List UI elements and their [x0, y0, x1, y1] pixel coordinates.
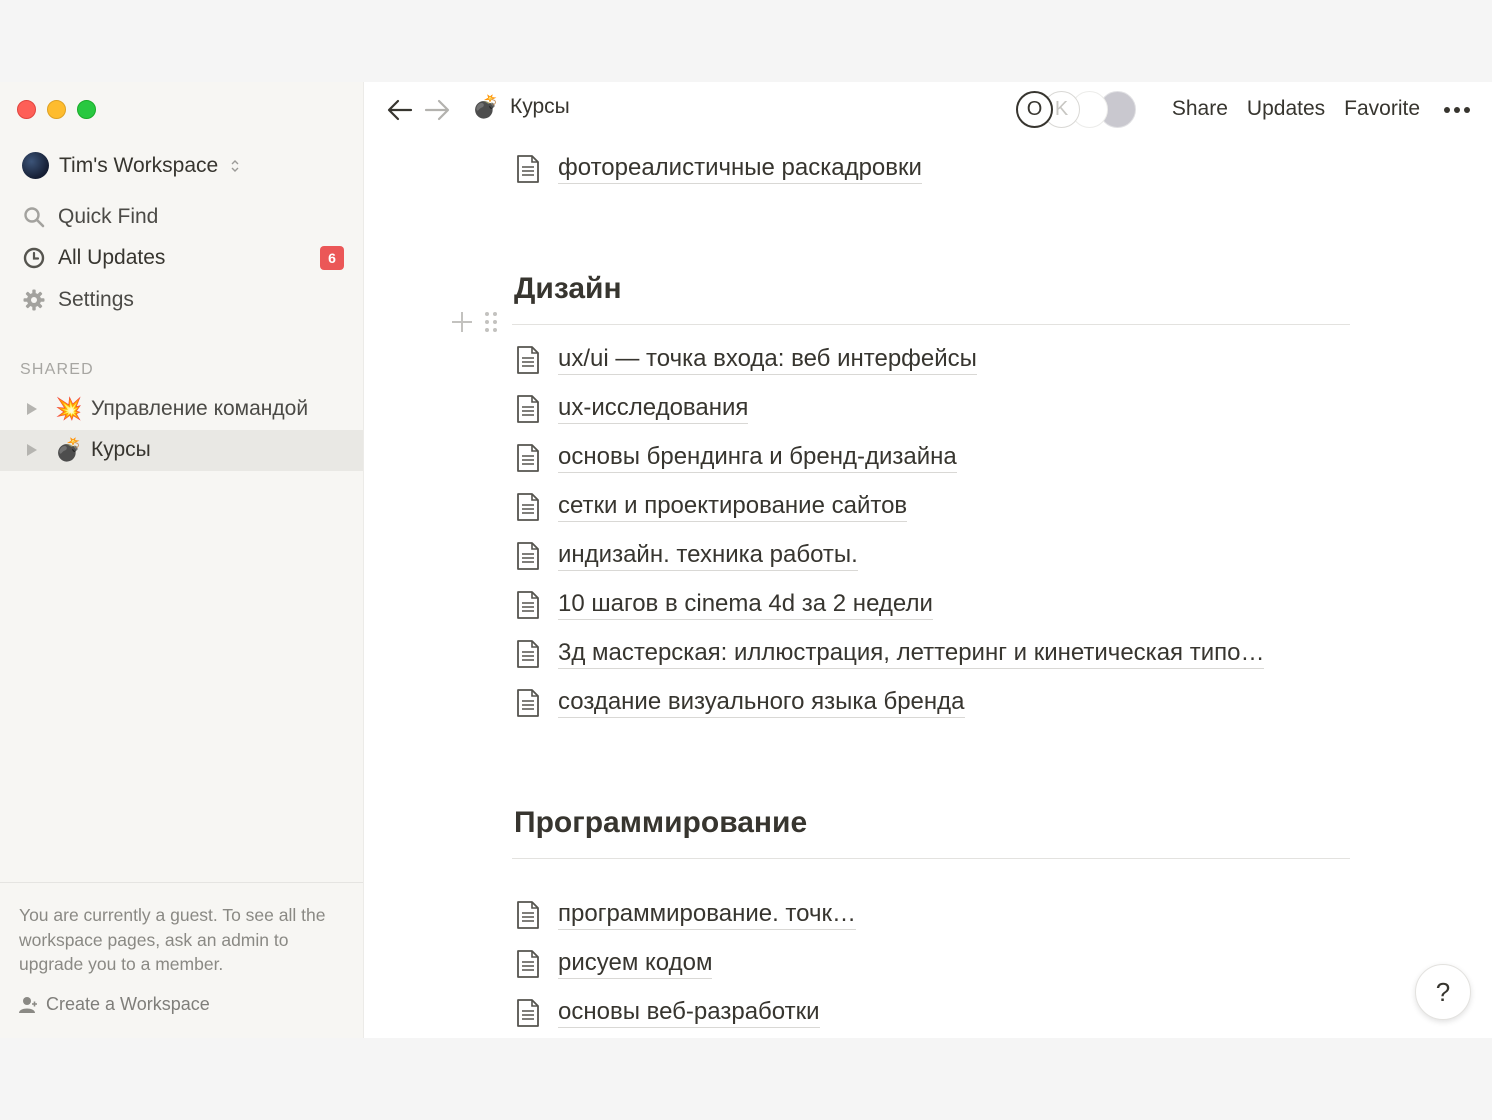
- page-link[interactable]: основы брендинга и бренд-дизайна: [558, 442, 957, 473]
- page-link[interactable]: создание визуального языка бренда: [558, 687, 965, 718]
- page-emoji-icon: 💣: [472, 94, 500, 119]
- block-handle[interactable]: [450, 310, 498, 334]
- page-icon: [516, 999, 540, 1027]
- page-link-row[interactable]: [516, 687, 965, 718]
- breadcrumb-title: Курсы: [510, 95, 570, 118]
- sidebar-nav: [22, 196, 344, 321]
- create-workspace-button[interactable]: [18, 994, 210, 1015]
- page-icon: [516, 346, 540, 374]
- sidebar-item-quick-find[interactable]: [22, 196, 344, 238]
- sidebar-item-settings[interactable]: [22, 279, 344, 321]
- clock-icon: [22, 246, 46, 270]
- page-link-row[interactable]: [516, 638, 1264, 669]
- page-tree: [0, 388, 363, 471]
- collaborator-avatars: [1016, 91, 1138, 129]
- page-emoji-icon: 💣: [55, 437, 83, 463]
- minimize-window-button[interactable]: [47, 100, 66, 119]
- breadcrumb[interactable]: [472, 94, 570, 120]
- create-workspace-label: Create a Workspace: [46, 994, 210, 1014]
- page-link[interactable]: рисуем кодом: [558, 948, 712, 979]
- page-link[interactable]: индизайн. техника работы.: [558, 540, 858, 571]
- page-icon: [516, 901, 540, 929]
- sidebar-page-label: Курсы: [91, 438, 151, 462]
- search-icon: [22, 205, 46, 229]
- page-icon: [516, 493, 540, 521]
- section-heading-design: Дизайн: [514, 272, 622, 305]
- updown-chevron-icon: [230, 158, 240, 174]
- updates-count-badge: 6: [320, 246, 344, 270]
- section-divider: [512, 324, 1350, 325]
- sidebar-page-courses[interactable]: [0, 430, 363, 472]
- drag-handle-icon[interactable]: [484, 310, 498, 334]
- sidebar-page-label: Управление командой: [91, 396, 309, 420]
- sidebar-item-all-updates[interactable]: [22, 238, 344, 280]
- sidebar: [0, 82, 364, 1038]
- page-link-row[interactable]: [516, 589, 933, 620]
- page-link[interactable]: 10 шагов в cinema 4d за 2 недели: [558, 589, 933, 620]
- more-options-icon[interactable]: [1444, 107, 1470, 113]
- page-icon: [516, 444, 540, 472]
- sidebar-item-label: Quick Find: [58, 204, 159, 228]
- page-icon: [516, 591, 540, 619]
- workspace-avatar: [22, 152, 49, 179]
- workspace-switcher[interactable]: [22, 152, 240, 179]
- expand-triangle-icon[interactable]: [27, 403, 37, 415]
- workspace-name: Tim's Workspace: [59, 153, 219, 177]
- section-divider: [512, 858, 1350, 859]
- topbar-actions: [1172, 97, 1420, 121]
- plus-icon[interactable]: [450, 310, 474, 334]
- gear-icon: [22, 288, 46, 312]
- shared-section-title: SHARED: [20, 361, 94, 378]
- back-arrow-icon[interactable]: [386, 97, 414, 123]
- page-link-row[interactable]: [516, 393, 748, 424]
- add-person-icon: [18, 995, 38, 1015]
- page-icon: [516, 950, 540, 978]
- page-link-row[interactable]: [516, 153, 922, 184]
- maximize-window-button[interactable]: [77, 100, 96, 119]
- main-content: [364, 82, 1492, 1038]
- window-controls: [17, 100, 96, 119]
- page-link[interactable]: ux-исследования: [558, 393, 748, 424]
- page-icon: [516, 689, 540, 717]
- expand-triangle-icon[interactable]: [27, 444, 37, 456]
- page-link-row[interactable]: [516, 442, 957, 473]
- page-icon: [516, 640, 540, 668]
- updates-button[interactable]: Updates: [1246, 97, 1326, 120]
- topbar: [364, 82, 1492, 138]
- page-link-row[interactable]: [516, 344, 977, 375]
- page-link-row[interactable]: [516, 948, 712, 979]
- page-link[interactable]: ux/ui — точка входа: веб интерфейсы: [558, 344, 977, 375]
- share-button[interactable]: Share: [1171, 97, 1228, 120]
- sidebar-page-team-management[interactable]: [0, 388, 363, 430]
- favorite-button[interactable]: Favorite: [1344, 97, 1420, 120]
- forward-arrow-icon[interactable]: [423, 97, 451, 123]
- close-window-button[interactable]: [17, 100, 36, 119]
- page-link[interactable]: фотореалистичные раскадровки: [558, 153, 922, 184]
- page-link[interactable]: 3д мастерская: иллюстрация, леттеринг и кинетическая типо…: [558, 638, 1264, 669]
- help-button[interactable]: ?: [1415, 964, 1471, 1020]
- page-icon: [516, 542, 540, 570]
- page-icon: [516, 395, 540, 423]
- page-icon: [516, 155, 540, 183]
- page-link[interactable]: сетки и проектирование сайтов: [558, 491, 907, 522]
- page-link-row[interactable]: [516, 540, 858, 571]
- app-window: [0, 82, 1492, 1038]
- section-heading-programming: Программирование: [514, 806, 808, 839]
- page-link-row[interactable]: [516, 997, 820, 1028]
- avatar[interactable]: K: [1043, 91, 1080, 128]
- page-link[interactable]: основы веб-разработки: [558, 997, 820, 1028]
- page-link-row[interactable]: [516, 491, 907, 522]
- sidebar-item-label: Settings: [58, 287, 134, 311]
- page-link-row[interactable]: [516, 899, 856, 930]
- avatar[interactable]: O: [1016, 91, 1053, 128]
- sidebar-item-label: All Updates: [58, 246, 166, 270]
- guest-notice: You are currently a guest. To see all the workspace pages, ask an admin to upgrade you to a member.: [0, 882, 363, 977]
- page-emoji-icon: 💥: [55, 395, 83, 421]
- page-link[interactable]: программирование. точк…: [558, 899, 856, 930]
